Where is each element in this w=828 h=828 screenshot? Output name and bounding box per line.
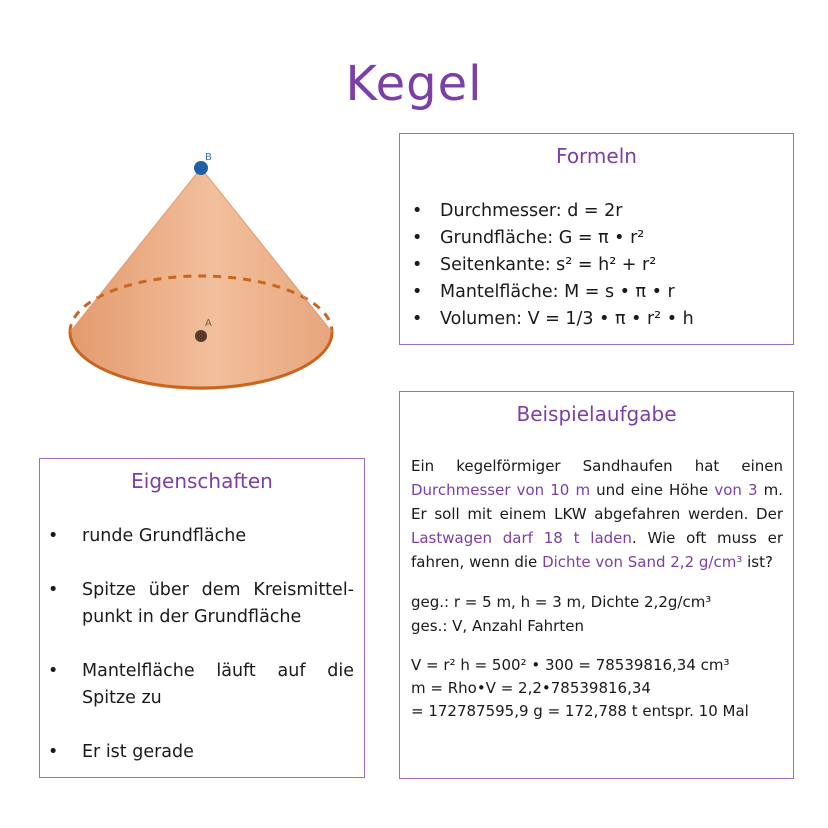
formula-text: Durchmesser: d = 2r [440, 201, 623, 221]
task-highlight: Durchmesser von 10 m [411, 481, 591, 499]
bullet: • [48, 742, 59, 762]
cone-illustration [60, 140, 350, 400]
task-highlight: von 3 [714, 481, 758, 499]
property-text: Er ist gerade [82, 742, 194, 762]
given-section [411, 590, 783, 638]
task-highlight: Lastwagen darf 18 t laden [411, 529, 632, 547]
task-text: . Wie oft muss er fahren, wenn die [411, 529, 783, 571]
center-point [195, 330, 207, 342]
properties-list [40, 523, 364, 766]
formula-text: Seitenkante: s² = h² + r² [440, 255, 657, 275]
calc-line: = 172787595,9 g = 172,788 t entspr. 10 Mal [411, 702, 749, 720]
properties-title: Eigenschaften [131, 469, 273, 493]
bullet: • [48, 580, 59, 600]
apex-label: B [205, 152, 212, 163]
formula-text: Mantelfläche: M = s • π • r [440, 282, 675, 302]
task-text: ist? [742, 553, 773, 571]
bullet: • [48, 526, 59, 546]
task-text: und eine Höhe [590, 481, 715, 499]
task-text: Ein kegelförmiger Sandhaufen hat einen [411, 457, 783, 475]
sought-line: ges.: V, Anzahl Fahrten [411, 617, 584, 635]
formula-item [412, 225, 793, 252]
cone-surface [70, 168, 332, 390]
property-item [48, 739, 364, 766]
property-text: Mantelfläche läuft auf die Spitze zu [82, 661, 354, 708]
formula-item [412, 279, 793, 306]
task-text: m. Er soll mit einem LKW abgefahren werden. Der [411, 481, 783, 523]
calc-line: m = Rho•V = 2,2•78539816,34 [411, 679, 651, 697]
formula-item [412, 252, 793, 279]
bullet: • [412, 228, 423, 248]
property-item [48, 523, 364, 550]
example-task-text [411, 454, 783, 574]
bullet: • [412, 282, 423, 302]
formula-text: Grundfläche: G = π • r² [440, 228, 645, 248]
formulas-list [400, 198, 793, 333]
bullet: • [48, 661, 59, 681]
example-task-title: Beispielaufgabe [516, 402, 677, 426]
apex-point [194, 161, 208, 175]
task-highlight: Dichte von Sand 2,2 g/cm³ [542, 553, 743, 571]
formulas-box [399, 133, 794, 345]
formula-text: Volumen: V = 1/3 • π • r² • h [440, 309, 694, 329]
property-text: runde Grundfläche [82, 526, 247, 546]
center-label: A [205, 318, 212, 329]
bullet: • [412, 201, 423, 221]
property-text: Spitze über dem Kreismittel-punkt in der Grundfläche [82, 580, 354, 627]
formula-item [412, 198, 793, 225]
calc-line: V = r² h = 500² • 300 = 78539816,34 cm³ [411, 656, 730, 674]
properties-box [39, 458, 365, 778]
formulas-title: Formeln [556, 144, 637, 168]
bullet: • [412, 309, 423, 329]
formula-item [412, 306, 793, 333]
example-task-box [399, 391, 794, 779]
property-item [48, 577, 364, 631]
given-line: geg.: r = 5 m, h = 3 m, Dichte 2,2g/cm³ [411, 593, 712, 611]
bullet: • [412, 255, 423, 275]
property-item [48, 658, 364, 712]
calculation-section [411, 654, 783, 723]
page-title: Kegel [345, 56, 483, 112]
